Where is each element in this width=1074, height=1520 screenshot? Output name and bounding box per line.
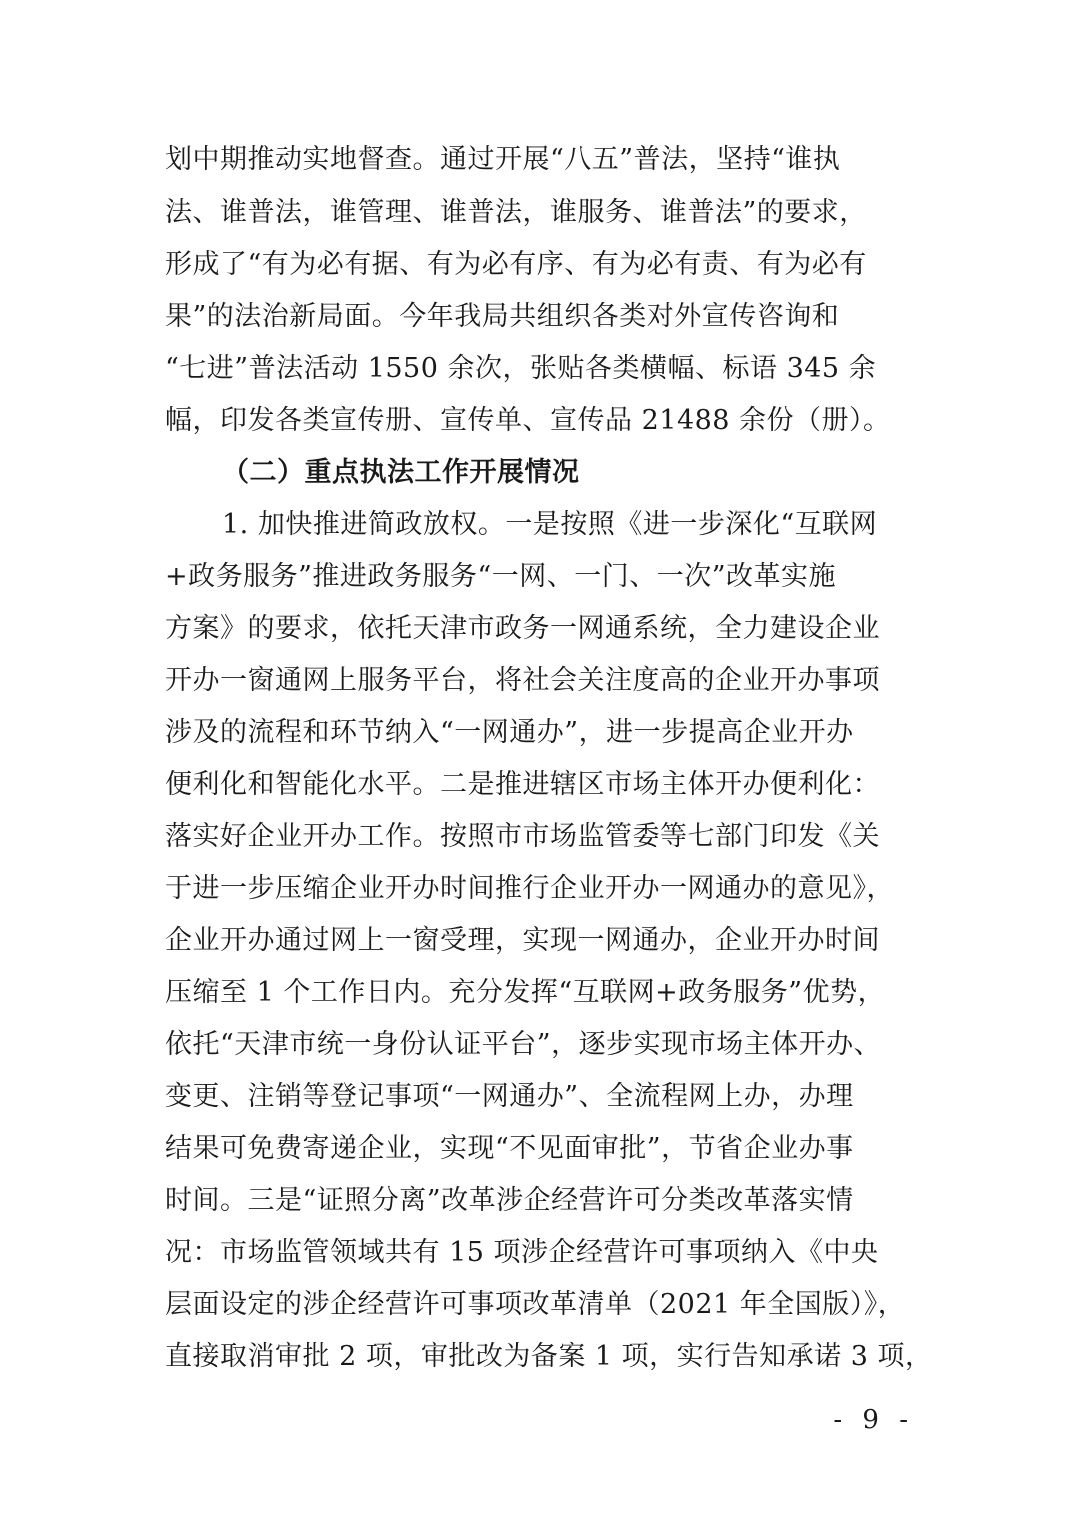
body-text-line: 开办一窗通网上服务平台，将社会关注度高的企业开办事项 [165,665,880,696]
body-text-line: 1. 加快推进简政放权。一是按照《进一步深化“互联网 [222,509,878,540]
body-text-line: 变更、注销等登记事项“一网通办”、全流程网上办，办理 [165,1081,854,1112]
body-text-line: “七进”普法活动 1550 余次，张贴各类横幅、标语 345 余 [165,353,877,384]
body-text-line: +政务服务”推进政务服务“一网、一门、一次”改革实施 [165,561,837,592]
body-text-line: 落实好企业开办工作。按照市市场监管委等七部门印发《关 [165,821,880,852]
body-text-line: 法、谁普法，谁管理、谁普法，谁服务、谁普法”的要求， [165,197,867,228]
body-text-line: 压缩至 1 个工作日内。充分发挥“互联网+政务服务”优势， [165,977,886,1008]
page-number: - 9 - [833,1405,914,1435]
body-text-line: 结果可免费寄递企业，实现“不见面审批”，节省企业办事 [165,1133,854,1164]
body-text-line: 企业开办通过网上一窗受理，实现一网通办，企业开办时间 [165,925,880,956]
body-text-line: 形成了“有为必有据、有为必有序、有为必有责、有为必有 [165,249,867,280]
body-text-line: 况：市场监管领域共有 15 项涉企经营许可事项纳入《中央 [165,1237,879,1268]
body-text-line: 于进一步压缩企业开办时间推行企业开办一网通办的意见》， [165,873,894,904]
body-text-line: 涉及的流程和环节纳入“一网通办”，进一步提高企业开办 [165,717,854,748]
body-text-line: 方案》的要求，依托天津市政务一网通系统，全力建设企业 [165,613,880,644]
body-text-line: 层面设定的涉企经营许可事项改革清单（2021 年全国版）》， [165,1289,906,1320]
body-text-line: 幅，印发各类宣传册、宣传单、宣传品 21488 余份（册）。 [165,405,891,436]
body-text-line: 划中期推动实地督查。通过开展“八五”普法，坚持“谁执 [165,144,841,175]
body-text-line: 直接取消审批 2 项，审批改为备案 1 项，实行告知承诺 3 项， [165,1341,933,1372]
body-text-line: 依托“天津市统一身份认证平台”，逐步实现市场主体开办、 [165,1029,882,1060]
body-text-line: 果”的法治新局面。今年我局共组织各类对外宣传咨询和 [165,301,840,332]
section-heading: （二）重点执法工作开展情况 [222,457,580,488]
body-text-line: 时间。三是“证照分离”改革涉企经营许可分类改革落实情 [165,1185,854,1216]
body-text-line: 便利化和智能化水平。二是推进辖区市场主体开办便利化： [165,769,880,800]
